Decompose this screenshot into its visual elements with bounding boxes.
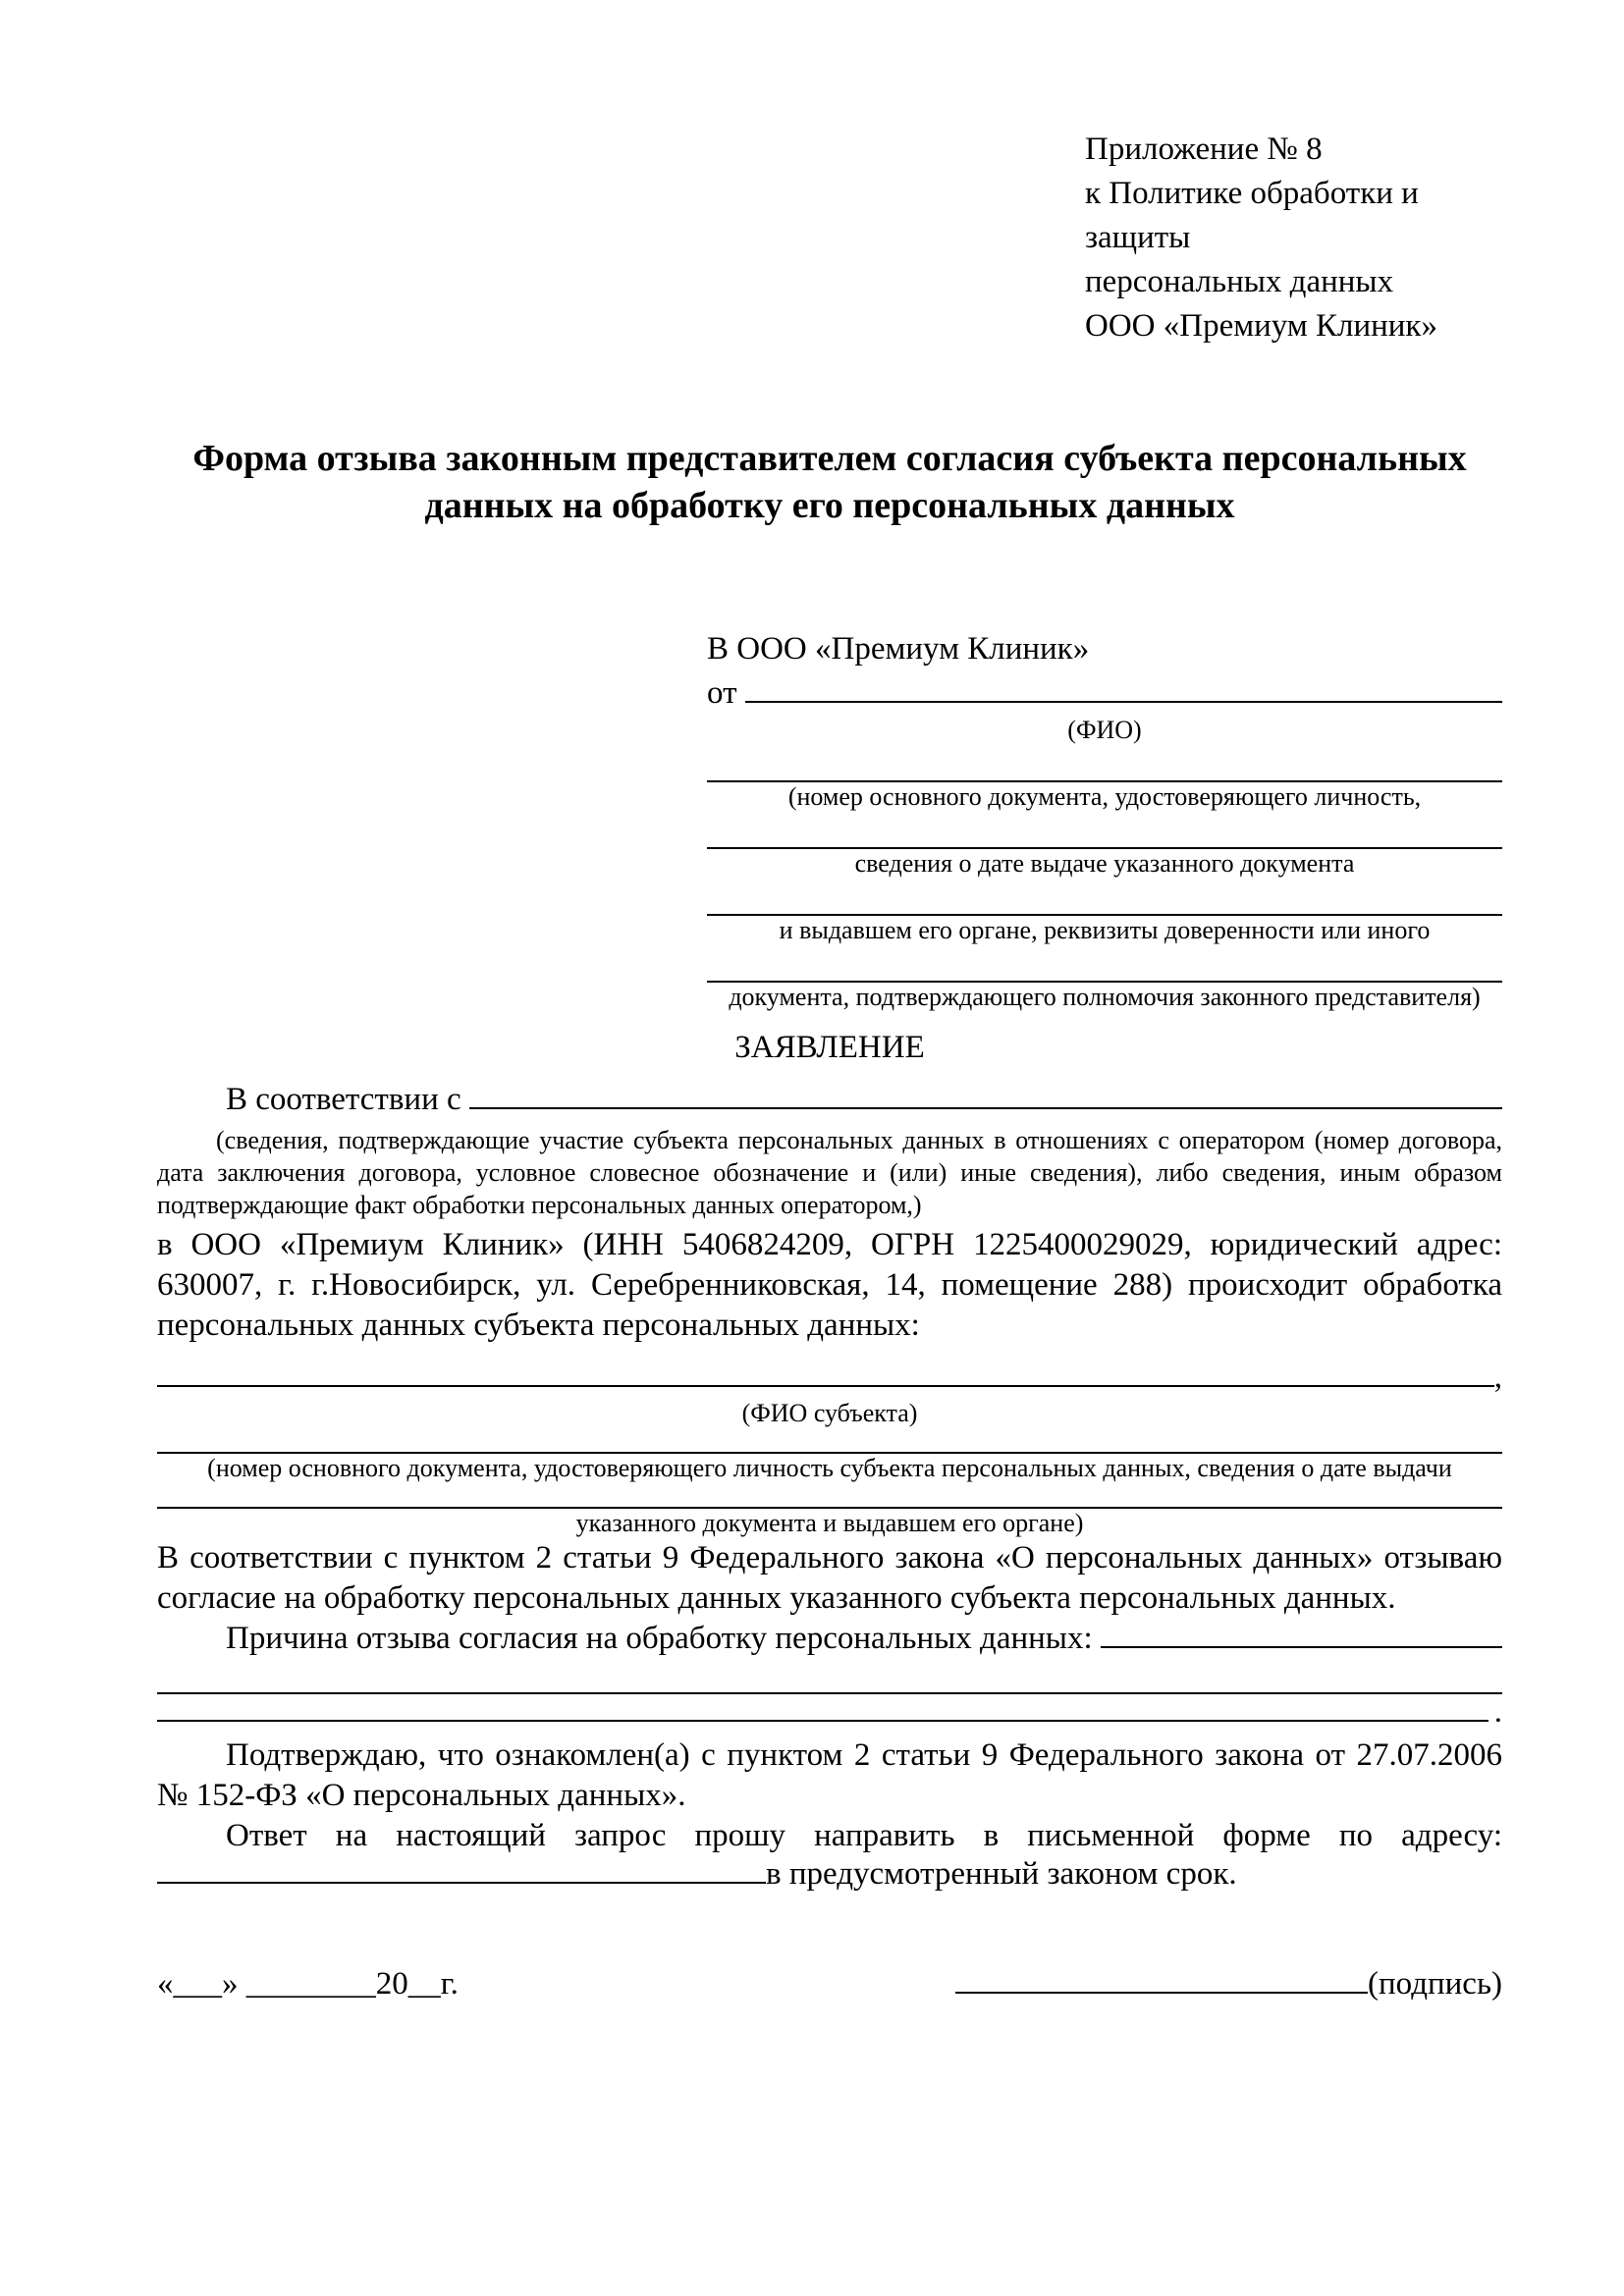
reason-extra-line-1 <box>157 1659 1502 1694</box>
from-blank-line <box>745 701 1502 703</box>
subject-doc-line-1 <box>157 1428 1502 1454</box>
header-note-line: к Политике обработки и защиты <box>1085 176 1419 255</box>
signature-group <box>955 1962 1502 2006</box>
addressee-to: В ООО «Премиум Клиник» <box>707 631 1090 667</box>
withdrawal-paragraph: В соответствии с пунктом 2 статьи 9 Федерального закона «О персональных данных» отзываю согласие на обработку персональных данных указанного субъекта персональных данных. <box>157 1540 1502 1616</box>
fio-caption: (ФИО) <box>1067 716 1142 744</box>
intro-blank-line <box>469 1107 1502 1109</box>
reason-extra-line-2-row <box>157 1694 1502 1728</box>
reason-label: Причина отзыва согласия на обработку персональных данных: <box>226 1621 1093 1656</box>
reply-address-row <box>157 1856 1502 1897</box>
reason-blank-line <box>1101 1646 1502 1648</box>
signature-line <box>955 1992 1368 1994</box>
header-note <box>1085 128 1502 348</box>
doc-blank-line-2 <box>707 812 1502 849</box>
header-note-line: персональных данных <box>1085 264 1394 299</box>
header-note-line: Приложение № 8 <box>1085 132 1323 167</box>
from-row <box>707 671 1502 716</box>
reply-paragraph: Ответ на настоящий запрос прошу направить в письменной форме по адресу: <box>226 1818 1502 1853</box>
date-line: «___» ________20__г. <box>157 1966 459 2002</box>
reason-period: . <box>1493 1694 1502 1730</box>
statement-heading: ЗАЯВЛЕНИЕ <box>734 1030 925 1065</box>
document-title: Форма отзыва законным представителем согласия субъекта персональных данных на обработку его персональных данных <box>192 438 1467 526</box>
doc-caption-1: (номер основного документа, удостоверяющего личность, <box>787 782 1422 811</box>
operator-paragraph: в ООО «Премиум Клиник» (ИНН 5406824209, ОГРН 1225400029029, юридический адрес: 630007, г. г.Новосибирск, ул. Серебренниковская, 14, помещение 288) происходит обработка персональных данных субъекта персональных данных: <box>157 1227 1502 1343</box>
reply-address-line <box>157 1882 766 1884</box>
subject-doc-caption-1: (номер основного документа, удостоверяющего личность субъекта персональных данных, сведения о дате выдачи <box>207 1454 1452 1482</box>
doc-blank-line-1 <box>707 745 1502 782</box>
subject-fio-caption: (ФИО субъекта) <box>741 1399 918 1427</box>
doc-blank-line-3 <box>707 879 1502 916</box>
header-note-line: ООО «Премиум Клиник» <box>1085 308 1437 344</box>
from-label: от <box>707 675 737 711</box>
doc-blank-line-4 <box>707 945 1502 983</box>
subject-doc-line-2 <box>157 1483 1502 1509</box>
reply-suffix: в предусмотренный законом срок. <box>766 1856 1237 1892</box>
doc-caption-3: и выдавшем его органе, реквизиты доверенности или иного <box>779 916 1431 944</box>
subject-fio-row <box>157 1360 1502 1399</box>
reason-extra-line-2 <box>157 1720 1489 1722</box>
doc-caption-4: документа, подтверждающего полномочия законного представителя) <box>729 983 1481 1011</box>
doc-caption-2: сведения о дате выдаче указанного документа <box>854 849 1355 878</box>
addressee-block <box>707 627 1502 1012</box>
subject-doc-caption-2: указанного документа и выдавшем его органе) <box>575 1509 1084 1537</box>
footer-row <box>157 1962 1502 2006</box>
subject-fio-comma: , <box>1493 1360 1502 1395</box>
intro-caption: (сведения, подтверждающие участие субъекта персональных данных в отношениях с оператором (номер договора, дата заключения договора, условное словесное обозначение и (или) иные сведения), либо сведения, иным образом подтверждающие факт обработки персональных данных оператором,) <box>157 1126 1502 1219</box>
reason-row <box>157 1619 1502 1659</box>
subject-fio-line <box>157 1385 1494 1387</box>
signature-caption: (подпись) <box>1368 1966 1502 2002</box>
confirm-paragraph: Подтверждаю, что ознакомлен(а) с пунктом 2 статьи 9 Федерального закона от 27.07.2006 № 152-ФЗ «О персональных данных». <box>157 1737 1502 1813</box>
intro-label: В соответствии с <box>226 1082 461 1117</box>
intro-row <box>157 1078 1502 1122</box>
